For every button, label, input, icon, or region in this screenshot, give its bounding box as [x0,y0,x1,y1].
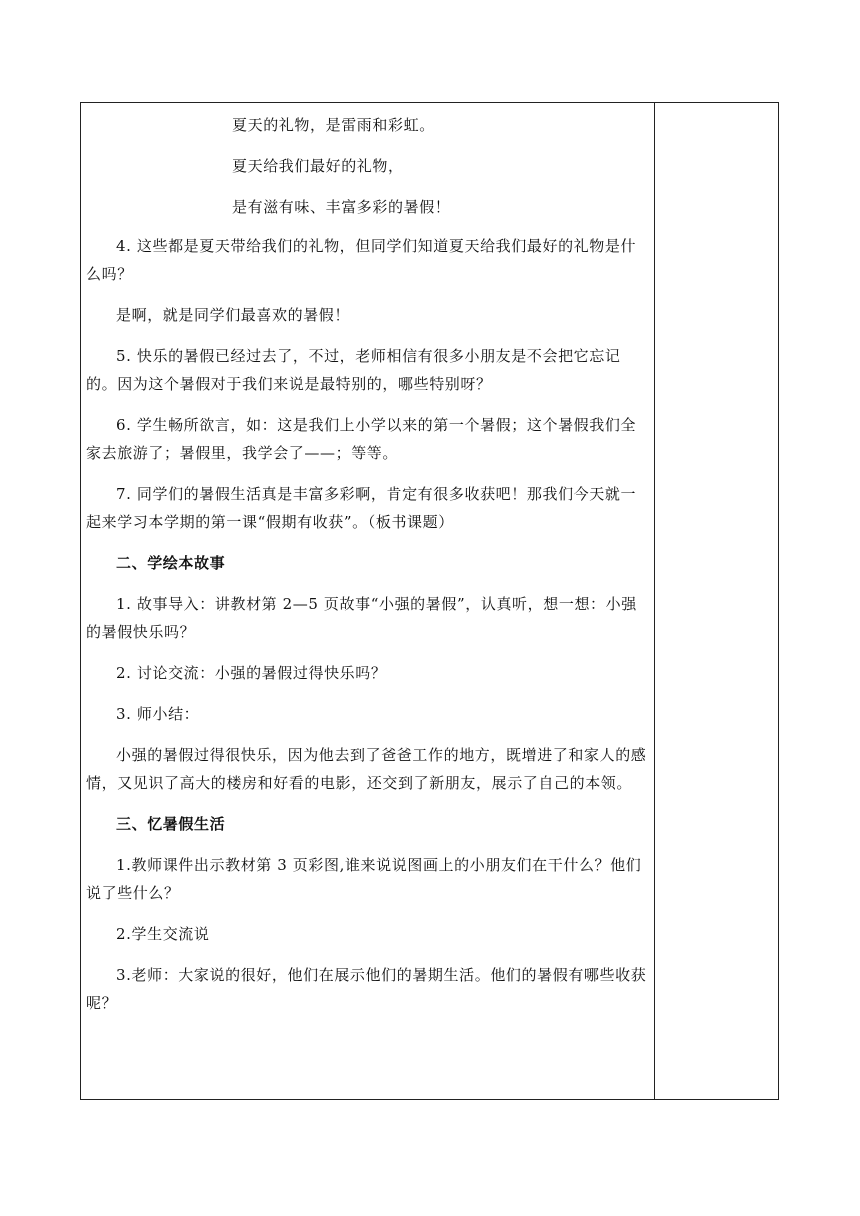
poem-line: 是有滋有味、丰富多彩的暑假！ [232,198,451,216]
paragraph: 3. 师小结： [116,705,200,723]
paragraph: 2.学生交流说 [116,925,210,943]
paragraph: 1.教师课件出示教材第 3 页彩图,谁来说说图画上的小朋友们在干什么？他们说了些什么？ [86,856,642,902]
lesson-table [80,102,779,1100]
poem-line: 夏天给我们最好的礼物， [232,157,404,175]
column-divider [654,103,655,1099]
lesson-content-cell [81,103,654,1017]
poem-line: 夏天的礼物，是雷雨和彩虹。 [232,116,435,134]
section-heading: 三、忆暑假生活 [116,815,226,833]
paragraph: 2. 讨论交流：小强的暑假过得快乐吗？ [116,664,387,682]
paragraph: 1. 故事导入：讲教材第 2—5 页故事“小强的暑假”，认真听，想一想：小强的暑假快乐吗？ [86,595,637,641]
paragraph: 是啊，就是同学们最喜欢的暑假！ [116,306,351,324]
paragraph: 7. 同学们的暑假生活真是丰富多彩啊，肯定有很多收获吧！那我们今天就一起来学习本学期的第一课“假期有收获”。（板书课题） [86,485,637,531]
section-heading: 二、学绘本故事 [116,554,226,572]
paragraph: 小强的暑假过得很快乐，因为他去到了爸爸工作的地方，既增进了和家人的感情，又见识了高大的楼房和好看的电影，还交到了新朋友，展示了自己的本领。 [86,746,647,792]
paragraph: 6. 学生畅所欲言，如：这是我们上小学以来的第一个暑假；这个暑假我们全家去旅游了；暑假里，我学会了——；等等。 [86,416,637,462]
paragraph: 5. 快乐的暑假已经过去了，不过，老师相信有很多小朋友是不会把它忘记的。因为这个暑假对于我们来说是最特别的，哪些特别呀？ [86,347,621,393]
paragraph: 4. 这些都是夏天带给我们的礼物，但同学们知道夏天给我们最好的礼物是什么吗？ [86,237,637,283]
paragraph: 3.老师：大家说的很好，他们在展示他们的暑期生活。他们的暑假有哪些收获呢？ [86,966,647,1012]
